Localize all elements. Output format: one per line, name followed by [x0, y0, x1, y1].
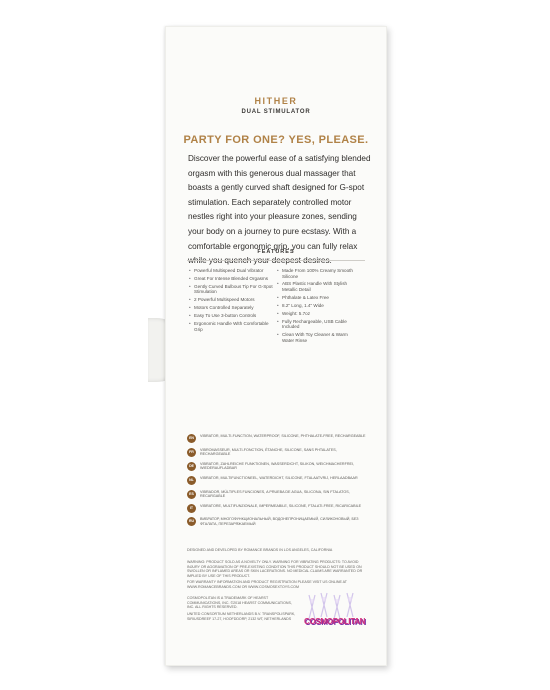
description-line: comfortable ergonomic grip, you can fully relax — [188, 241, 358, 251]
headline: PARTY FOR ONE? YES, PLEASE. — [183, 134, 369, 146]
description-line: nestles right into your pleasure zones, sending — [188, 212, 357, 222]
features-divider — [187, 260, 365, 261]
language-flag-icon: RU — [187, 517, 196, 526]
product-subtitle: DUAL STIMULATOR — [241, 109, 311, 115]
feature-item: • Great For Intense Blended Orgasms — [189, 276, 273, 282]
feature-item: • Motors Controlled Separately — [189, 305, 273, 311]
language-text: VIBRATOR, ZAHLREICHE FUNKTIONEN, WASSERDICHT, SILIKON, WEICHMACHERFREI, WIEDERAUFLADBAR — [200, 461, 355, 471]
features-list-left — [189, 268, 273, 334]
language-flag-icon: DE — [187, 462, 196, 471]
trademark-text: COSMOPOLITAN IS A TRADEMARK OF HEARST COMMUNICATIONS, INC. ©2018 HEARST COMMUNICATIONS, INC. ALL RIGHTS RESERVED. — [187, 596, 292, 610]
designed-by-text: DESIGNED AND DEVELOPED BY ROMANCE BRANDS IN LOS ANGELES, CALIFORNIA — [187, 548, 333, 552]
cosmopolitan-logo-text: COSMOPOLITAN — [304, 617, 366, 626]
language-row — [187, 448, 367, 457]
description-line: your body on a journey to pure ecstasy. With a — [188, 226, 357, 236]
feature-item: • Made From 100% Creamy Smooth Silicone — [277, 268, 361, 279]
description-line — [188, 254, 368, 269]
feature-item: • Weight: 5.7oz — [277, 311, 361, 317]
language-flag-icon: FR — [187, 448, 196, 457]
feature-item: • Easy To Use 3-button Controls — [189, 313, 273, 319]
language-row — [187, 434, 367, 443]
language-row — [187, 517, 367, 526]
warning-text: WARNING: PRODUCT SOLD AS A NOVELTY ONLY. WARNING FOR VIBRATING PRODUCTS: TO AVOID INJURY OR AGGRAVATION OF PRE-EXISTING CONDITION THIS PRODUCT SHOULD NOT BE USED ON SWOLLEN OR INFLAMED AREAS OR SKIN LACERATIONS. NO MEDICAL CLAIMS ARE WARRANTED OR IMPLIED BY USE OF THIS PRODUCT. — [187, 560, 363, 578]
language-row — [187, 504, 367, 513]
feature-item: • 2 Powerful Multispeed Motors — [189, 297, 273, 303]
language-row — [187, 476, 367, 485]
description-line: Discover the powerful ease of a satisfying blended — [188, 154, 371, 163]
description-line: stimulation. Each separately controlled motor — [188, 197, 352, 207]
distributor-address: UNITED CONSORTIUM NETHERLANDS B.V. TRANSPOLISPARK, SIRIUSDREEF 17-27, HOOFDDORP, 2132 WT, NETHERLANDS — [187, 612, 296, 621]
language-text: VIBRATOR, MULTIFUNCTIONEEL, WATERDICHT, SILICONE, FTALAATVRIJ, HERLAADBAAR — [200, 475, 358, 480]
warranty-text: FOR WARRANTY INFORMATION AND PRODUCT REGISTRATION PLEASE VISIT US ONLINE AT WWW.ROMANCEBRANDS.COM OR WWW.COSMOSEXTOYS.COM — [187, 580, 347, 589]
description-line: orgasm with this generous dual massager that — [188, 168, 356, 178]
features-list-right — [277, 268, 361, 346]
feature-item: • Phthalate & Latex Free — [277, 295, 361, 301]
cosmopolitan-logo — [304, 589, 366, 637]
feature-item: • 8.2" Long, 1.4" Wide — [277, 303, 361, 309]
feature-item: • Fully Rechargeable, USB Cable Included — [277, 319, 361, 330]
language-text: ВИБРАТОР, МНОГОФУНКЦИОНАЛЬНЫЙ, ВОДОНЕПРОНИЦАЕМЫЙ, СИЛИКОНОВЫЙ, БЕЗ ФТАЛАТА, ПЕРЕЗАРЯЖАЕМЫЙ — [200, 517, 359, 526]
feature-item: • ABS Plastic Handle With Stylish Metallic Detail — [277, 281, 361, 292]
features-title: FEATURES — [257, 249, 295, 255]
language-row — [187, 462, 367, 471]
language-text: VIBRATOR, MULTI-FUNCTION, WATERPROOF, SILICONE, PHTHALATE-FREE, RECHARGEABLE — [200, 434, 366, 438]
language-descriptions — [187, 434, 367, 531]
feature-item: • Ergonomic Handle With Comfortable Grip — [189, 321, 273, 332]
language-text: VIBRADOR, MÚLTIPLES FUNCIONES, A PRUEBA DE AGUA, SILICONA, SIN FTALATOS, RECARGABLE — [200, 489, 350, 499]
language-text: VIBRATORE, MULTIFUNZIONALE, IMPERMEABILE, SILICONE, FTALATI-FREE, RICARICABILE — [200, 503, 362, 508]
feature-item: • Clean With Toy Cleaner & Warm Water Rinse — [277, 332, 361, 343]
language-flag-icon: IT — [187, 504, 196, 513]
product-name: HITHER — [254, 96, 298, 106]
language-flag-icon: NL — [187, 476, 196, 485]
language-text: VIBROMASSEUR, MULTI-FONCTION, ÉTANCHE, SILICONE, SANS PHTALATES, RECHARGEABLE — [200, 447, 337, 457]
description-line: boasts a gently curved shaft designed for G-spot — [188, 183, 365, 193]
language-flag-icon: EN — [187, 434, 196, 443]
language-row — [187, 490, 367, 499]
language-flag-icon: ES — [187, 490, 196, 499]
feature-item: • Powerful Multispeed Dual Vibrator — [189, 268, 273, 274]
feature-item: • Gently Curved Bulbous Tip For G-Spot Stimulation — [189, 284, 273, 295]
